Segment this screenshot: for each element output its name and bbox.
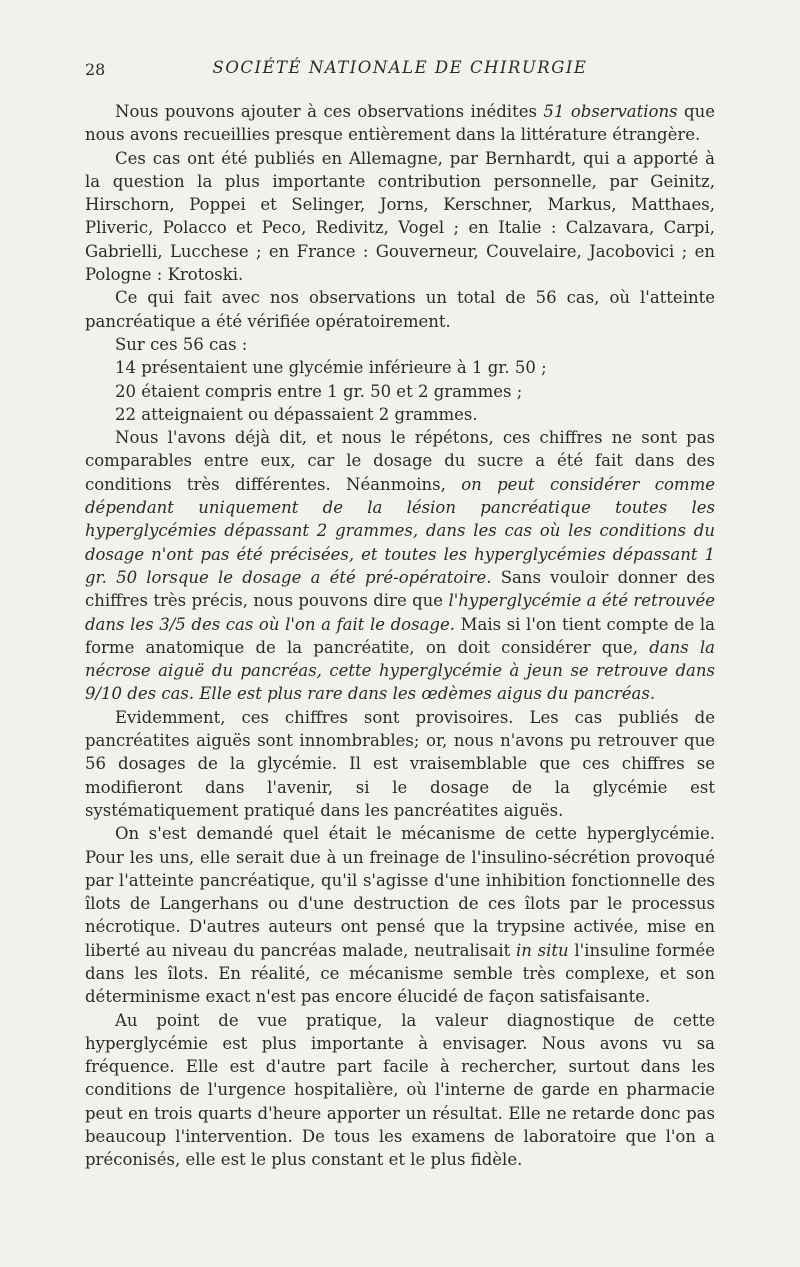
list-item: 22 atteignaient ou dépassaient 2 grammes.: [115, 404, 478, 424]
paragraph: Sur ces 56 cas :: [115, 334, 248, 354]
list-item: 14 présentaient une glycémie inférieure à 1 gr. 50 ;: [115, 358, 547, 378]
running-title: SOCIÉTÉ NATIONALE DE CHIRURGIE: [212, 58, 588, 77]
page-number: 28: [85, 60, 106, 79]
list-item: 20 étaient compris entre 1 gr. 50 et 2 grammes ;: [115, 381, 523, 401]
body-text: [85, 100, 715, 1172]
paragraph: Ces cas ont été publiés en Allemagne, par Bernhardt, qui a apporté à la question la plus importante contribution personnelle, par Geinitz, Hirschorn, Poppei et Selinger, Jorns, Kerschner, Markus, Matthaes, Pliveric, Polacco et Peco, Redivitz, Vogel ; en Italie : Calzavara, Carpi, Gabrielli, Lucchese ; en France : Gouverneur, Couvelaire, Jacobovici ; en Pologne : Krotoski.: [85, 148, 715, 285]
paragraph: Nous l'avons déjà dit, et nous le répétons, ces chiffres ne sont pas comparables entre eux, car le dosage du sucre a été fait dans des conditions très différentes. Néanmoins, on peut considérer comme dépendant uniquement de la lésion pancréatique toutes les hyperglycémies dépassant 2 grammes, dans les cas où les conditions du dosage n'ont pas été précisées, et toutes les hyperglycémies dépassant 1 gr. 50 lorsque le dosage a été pré-opératoire. Sans vouloir donner des chiffres très précis, nous pouvons dire que l'hyperglycémie a été retrouvée dans les 3/5 des cas où l'on a fait le dosage. Mais si l'on tient compte de la forme anatomique de la pancréatite, on doit considérer que, dans la nécrose aiguë du pancréas, cette hyperglycémie à jeun se retrouve dans 9/10 des cas. Elle est plus rare dans les œdèmes aigus du pancréas.: [85, 428, 715, 704]
paragraph: Ce qui fait avec nos observations un total de 56 cas, où l'atteinte pancréatique a été vérifiée opératoirement.: [85, 288, 715, 331]
paragraph: Au point de vue pratique, la valeur diagnostique de cette hyperglycémie est plus importante à envisager. Nous avons vu sa fréquence. Elle est d'autre part facile à rechercher, surtout dans les conditions de l'urgence hospitalière, où l'interne de garde en pharmacie peut en trois quarts d'heure apporter un résultat. Elle ne retarde donc pas beaucoup l'intervention. De tous les examens de laboratoire que l'on a préconisés, elle est le plus constant et le plus fidèle.: [85, 1010, 715, 1170]
paragraph: Evidemment, ces chiffres sont provisoires. Les cas publiés de pancréatites aiguës sont innombrables; or, nous n'avons pu retrouver que 56 dosages de la glycémie. Il est vraisemblable que ces chiffres se modifieront dans l'avenir, si le dosage de la glycémie est systématiquement pratiqué dans les pancréatites aiguës.: [85, 707, 715, 820]
paragraph: On s'est demandé quel était le mécanisme de cette hyperglycémie. Pour les uns, elle serait due à un freinage de l'insulino-sécrétion provoqué par l'atteinte pancréatique, qu'il s'agisse d'une inhibition fonctionnelle des îlots de Langerhans ou d'une destruction de ces îlots par le processus nécrotique. D'autres auteurs ont pensé que la trypsine activée, mise en liberté au niveau du pancréas malade, neutralisait in situ l'insuline formée dans les îlots. En réalité, ce mécanisme semble très complexe, et son déterminisme exact n'est pas encore élucidé de façon satisfaisante.: [85, 824, 715, 1007]
page-header: [85, 58, 715, 84]
paragraph: Nous pouvons ajouter à ces observations inédites 51 observations que nous avons recueillies presque entièrement dans la littérature étrangère.: [85, 102, 716, 145]
